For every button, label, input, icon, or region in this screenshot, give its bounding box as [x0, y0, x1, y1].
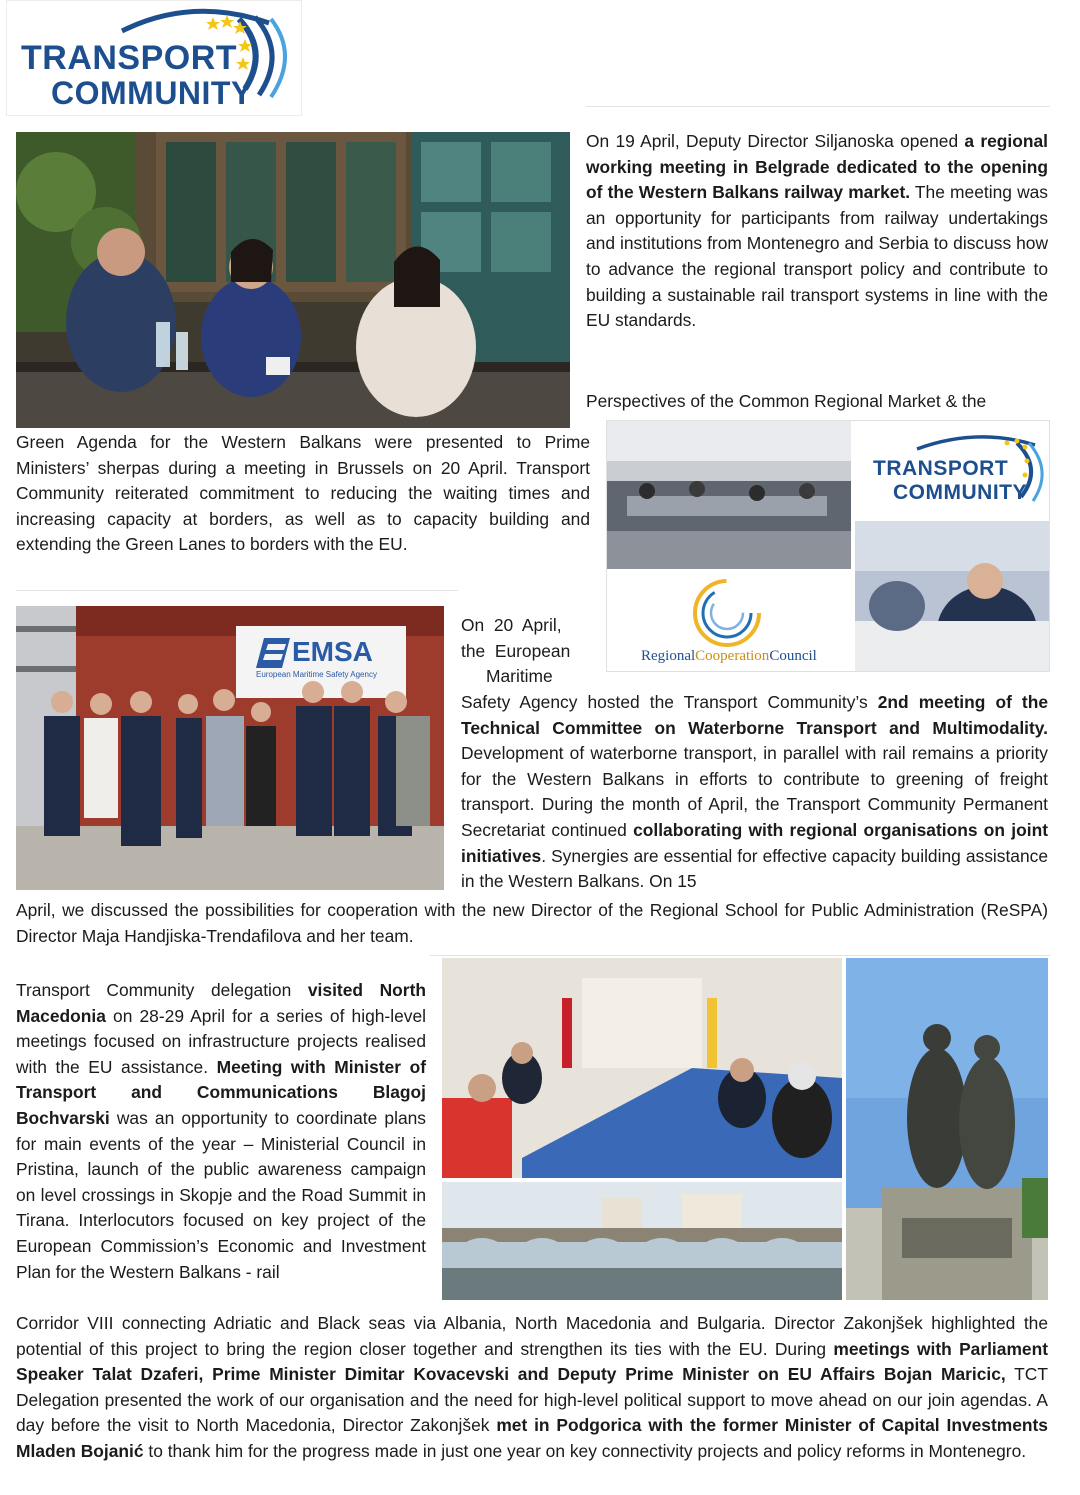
collage-logo-line-1: TRANSPORT	[873, 457, 1009, 480]
para3-text-2: Development of waterborne transport, in parallel with rail remains a priority for the Western Balkans in efforts to contribute to greening of freight transport. During the month of April, the Transport Community Permanent Secretariat continued	[461, 743, 1048, 840]
collage-brussels	[606, 420, 1050, 672]
rcc-logo-text	[641, 648, 817, 665]
divider-mid	[16, 590, 458, 591]
para3-text-1: Safety Agency hosted the Transport Community’s	[461, 692, 878, 712]
para4-bold-1: visited North Macedonia	[16, 980, 426, 1026]
para3-bold-1: 2nd meeting of the Technical Committee on Waterborne Transport and Multimodality.	[461, 692, 1048, 738]
para1-text-2: The meeting was an opportunity for participants from railway undertakings and institutions from Montenegro and Serbia to discuss how to advance the regional transport policy and contribute to building a sustainable rail transport systems in line with the EU standards.	[586, 182, 1048, 331]
photo-emsa-group	[16, 606, 444, 890]
paragraph-green-agenda: Green Agenda for the Western Balkans were presented to Prime Ministers’ sherpas during a meeting in Brussels on 20 April. Transport Community reiterated commitment to reducing the waiting times and increasing capacity at borders, as well as to capacity building and extending the Green Lanes to borders with the EU.	[16, 432, 590, 555]
para4-bold-4: met in Podgorica with the former Minister of Capital Investments Mladen Bojanić	[16, 1415, 1048, 1461]
logo-line-2: COMMUNITY	[51, 75, 253, 111]
logo-line-1: TRANSPORT	[21, 39, 238, 77]
para4-text-6: to thank him for the progress made in just one year on key connectivity projects and policy reforms in Montenegro.	[143, 1440, 1027, 1461]
collage-north-macedonia	[442, 958, 1048, 1300]
paragraph-belgrade	[586, 129, 1048, 334]
para4-text-2: on 28-29 April for a series of high-level meetings focused on infrastructure projects realised with the EU assistance.	[16, 1005, 426, 1077]
paragraph-north-macedonia	[16, 978, 426, 1285]
para4-text-5: TCT Delegation presented the work of our organisation and the need for high-level political support to move ahead on our join agendas. A day before the visit to North Macedonia, Director Zakonjšek	[16, 1364, 1048, 1436]
para4-text-1: Transport Community delegation	[16, 980, 308, 1000]
para4-text-4: Corridor VIII connecting Adriatic and Black seas via Albania, North Macedonia and Bulgaria. Director Zakonjšek highlighted the potential of this project to bring the region closer together and strengthen its ties with the EU. During	[16, 1313, 1048, 1359]
photo-belgrade-meeting	[16, 132, 570, 428]
para3-narrow-3: Maritime	[486, 666, 553, 686]
collage-logo-line-2: COMMUNITY	[893, 481, 1027, 504]
transport-community-logo	[6, 0, 302, 116]
emsa-sign: EMSA	[292, 636, 373, 667]
para3-narrow-1: On 20 April,	[461, 615, 562, 635]
rcc-word-1: Regional	[641, 648, 696, 664]
emsa-mark-icon	[256, 638, 290, 668]
paragraph-emsa	[461, 690, 1048, 895]
divider-lower	[430, 955, 1050, 956]
para3-text-3: . Synergies are essential for effective capacity building assistance in the Western Balkans. On 15	[461, 845, 1048, 892]
para4-text-3: was an opportunity to coordinate plans for main events of the year – Ministerial Council in Pristina, launch of the public awareness campaign on level crossings in Skopje and the Road Summit in Tirana. Interlocutors focused on key project of the European Commission’s Economic and Investment Plan for the Western Balkans - rail	[16, 1107, 426, 1282]
paragraph-respa: April, we discussed the possibilities for cooperation with the new Director of the Regional School for Public Administration (ReSPA) Director Maja Handjiska-Trendafilova and her team.	[16, 900, 1048, 946]
divider-top	[586, 106, 1050, 107]
rcc-word-3: Council	[769, 648, 817, 664]
para1-text-1: On 19 April, Deputy Director Siljanoska opened	[586, 131, 965, 151]
paragraph-green-agenda-lead: Perspectives of the Common Regional Market & the	[586, 391, 987, 411]
para3-narrow-2: the European	[461, 641, 571, 661]
para4-bold-3: meetings with Parliament Speaker Talat Dzaferi, Prime Minister Dimitar Kovacevski and Deputy Prime Minister on EU Affairs Bojan Maricic,	[16, 1338, 1048, 1385]
para3-bold-2: collaborating with regional organisations on joint initiatives	[461, 819, 1048, 866]
emsa-sign-sub: European Maritime Safety Agency	[256, 670, 377, 679]
para4-bold-2: Meeting with Minister of Transport and Communications Blagoj Bochvarski	[16, 1056, 426, 1128]
paragraph-corridor-viii	[16, 1311, 1048, 1465]
rcc-word-2: Cooperation	[695, 648, 770, 664]
para1-bold-1: a regional working meeting in Belgrade dedicated to the opening of the Western Balkans railway market.	[586, 131, 1048, 203]
